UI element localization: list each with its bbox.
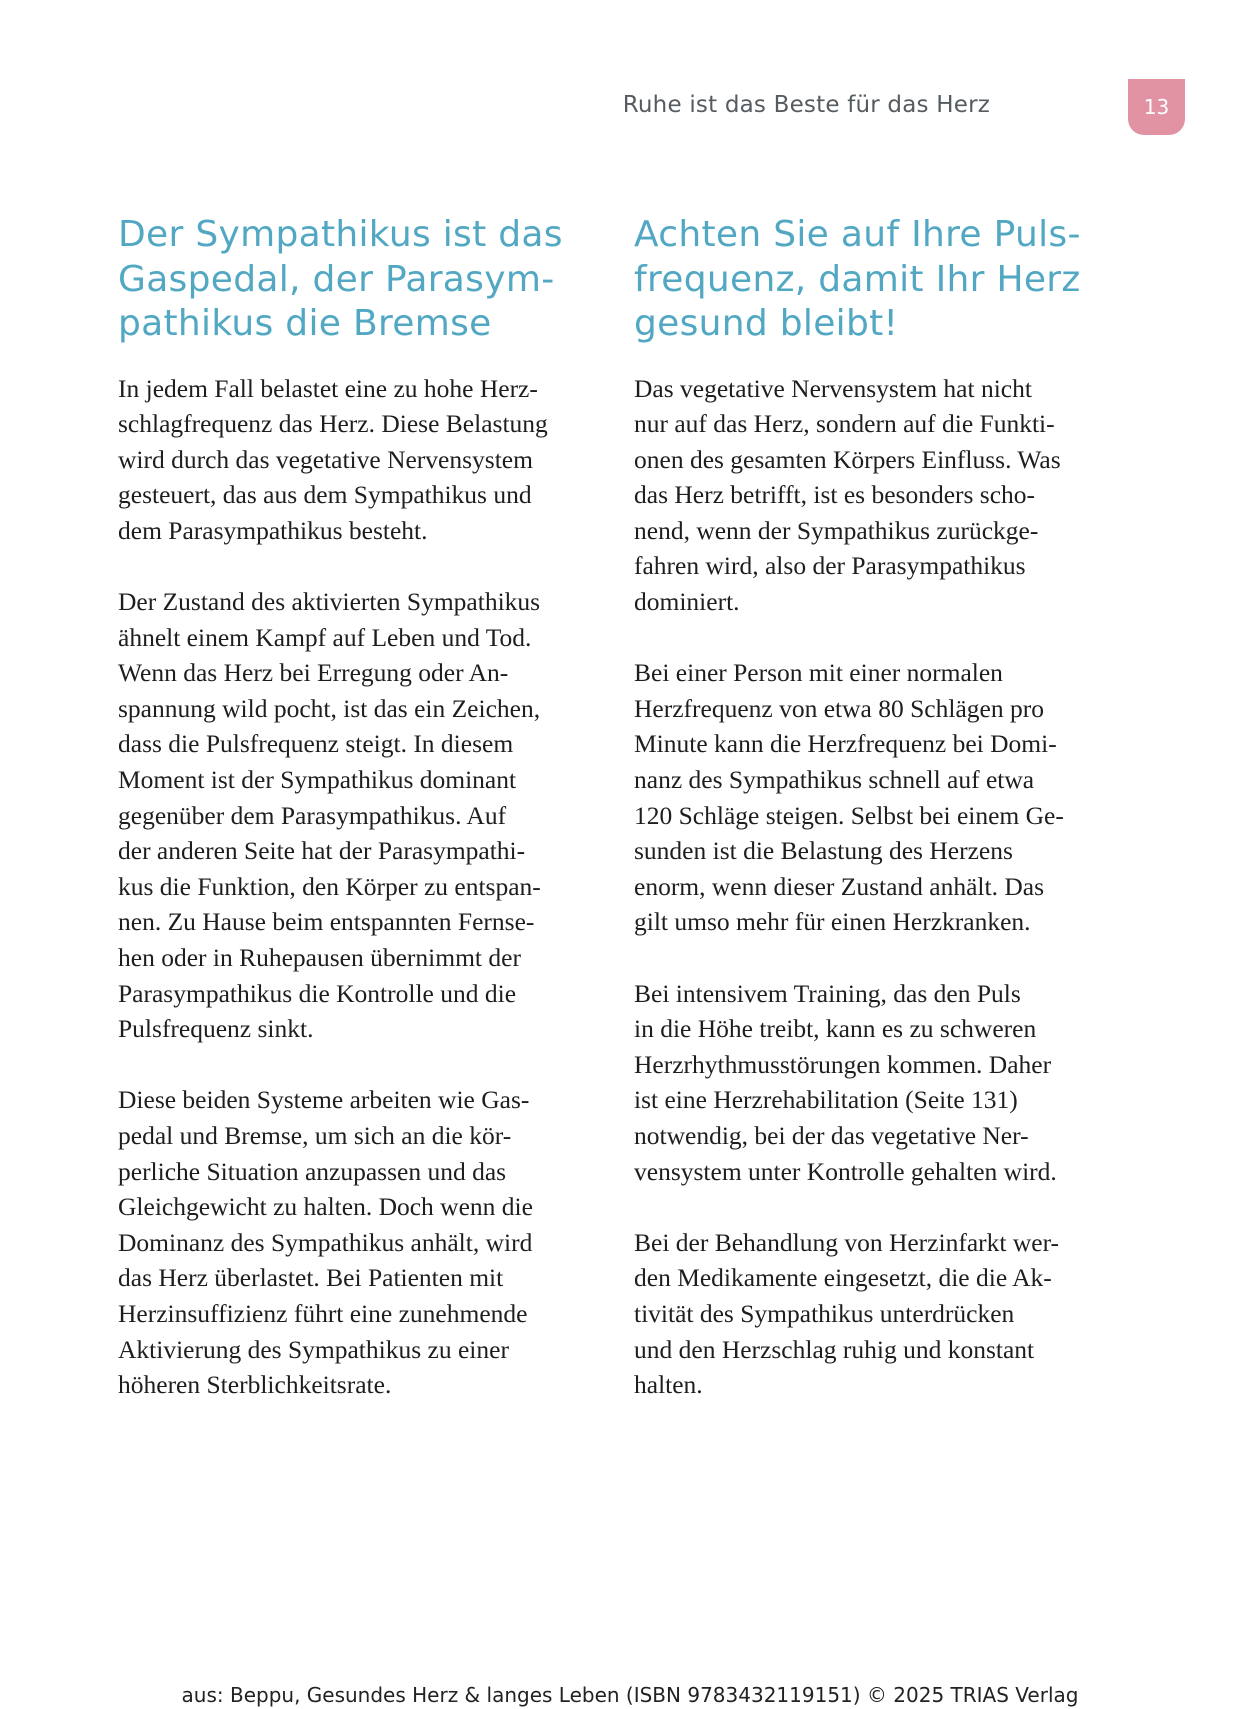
page-number: 13: [1143, 95, 1170, 119]
footer-citation: aus: Beppu, Gesundes Herz & langes Leben (ISBN 9783432119151) © 2025 TRIAS Verlag: [181, 1683, 1079, 1707]
right-body-text: [634, 371, 1109, 1403]
left-paragraph: Der Zustand des aktivierten Sympathikus ähnelt einem Kampf auf Leben und Tod. Wenn das Herz bei Erregung oder An- spannung wild pocht, ist das ein Zeichen, dass die Pulsfrequenz steigt. In diesem Moment ist der Sympathikus dominant gegenüber dem Parasympathikus. Auf der anderen Seite hat der Parasympathi- kus die Funktion, den Körper zu entspan- nen. Zu Hause beim entspannten Fernse- hen oder in Ruhepausen übernimmt der Parasympathikus die Kontrolle und die Pulsfrequenz sinkt.: [118, 587, 541, 1044]
right-column: [634, 213, 1109, 1438]
right-paragraph: Bei einer Person mit einer normalen Herzfrequenz von etwa 80 Schlägen pro Minute kann die Herzfrequenz bei Domi- nanz des Sympathikus schnell auf etwa 120 Schläge steigen. Selbst bei einem Ge- sunden ist die Belastung des Herzens enorm, wenn dieser Zustand anhält. Das gilt umso mehr für einen Herzkranken.: [634, 658, 1064, 937]
left-body-text: [118, 371, 598, 1403]
left-column: [118, 213, 598, 1438]
right-paragraph: Das vegetative Nervensystem hat nicht nur auf das Herz, sondern auf die Funkti- onen des gesamten Körpers Einfluss. Was das Herz betrifft, ist es besonders scho- nend, wenn der Sympathikus zurückge- fahren wird, also der Parasympathikus dominiert.: [634, 373, 1061, 617]
page-number-badge: [1128, 79, 1185, 135]
running-title: Ruhe ist das Beste für das Herz: [622, 92, 990, 118]
left-section-heading: Der Sympathikus ist das Gaspedal, der Parasym- pathikus die Bremse: [118, 214, 563, 344]
left-paragraph: Diese beiden Systeme arbeiten wie Gas- pedal und Bremse, um sich an die kör- perliche Situation anzupassen und das Gleichgewicht zu halten. Doch wenn die Dominanz des Sympathikus anhält, wird das Herz überlastet. Bei Patienten mit Herzinsuffizienz führt eine zunehmende Aktivierung des Sympathikus zu einer höheren Sterblichkeitsrate.: [118, 1085, 533, 1400]
right-paragraph: Bei der Behandlung von Herzinfarkt wer- den Medikamente eingesetzt, die die Ak- tivität des Sympathikus unterdrücken und den Herzschlag ruhig und konstant halten.: [634, 1227, 1060, 1400]
left-paragraph: In jedem Fall belastet eine zu hohe Herz- schlagfrequenz das Herz. Diese Belastung wird durch das vegetative Nervensystem gesteuert, das aus dem Sympathikus und dem Parasympathikus besteht.: [118, 373, 548, 545]
right-paragraph: Bei intensivem Training, das den Puls in die Höhe treibt, kann es zu schweren Herzrhythmusstörungen kommen. Daher ist eine Herzrehabilitation (Seite 131) notwendig, bei der das vegetative Ner- vensystem unter Kontrolle gehalten wird.: [634, 978, 1057, 1186]
right-section-heading: Achten Sie auf Ihre Puls- frequenz, damit Ihr Herz gesund bleibt!: [634, 214, 1081, 344]
